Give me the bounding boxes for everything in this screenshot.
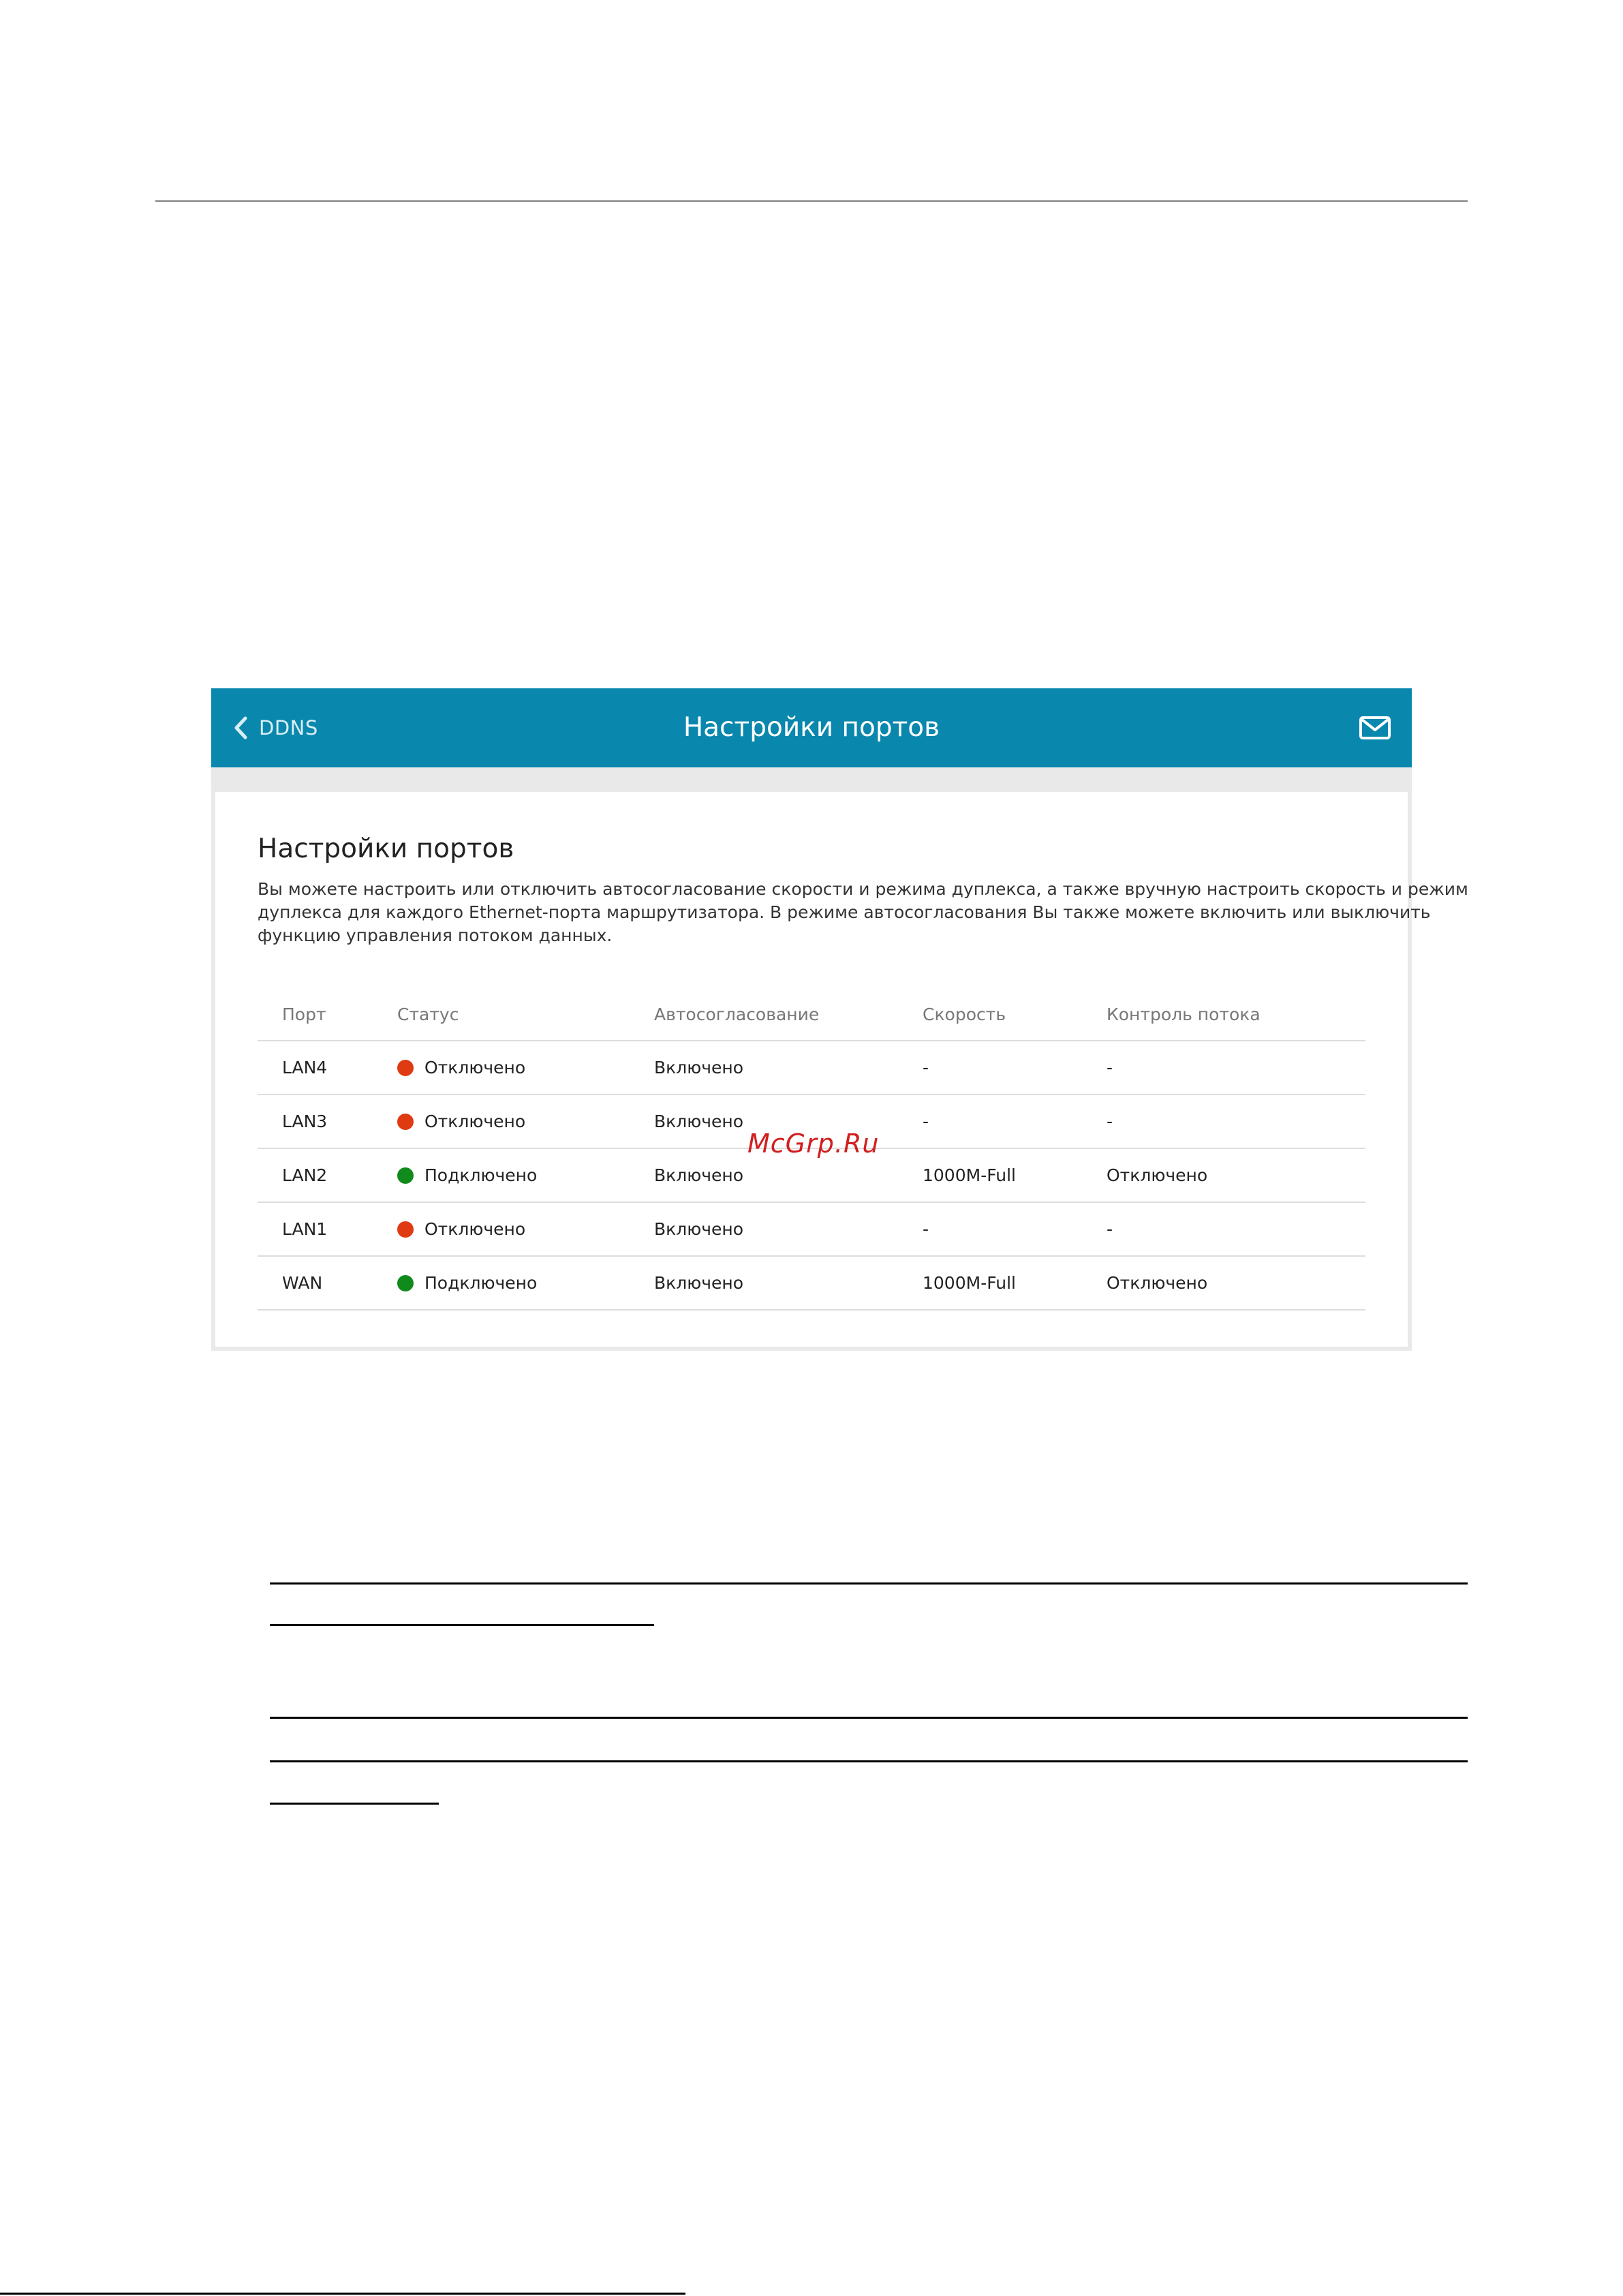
app-header — [211, 688, 1412, 767]
cell-speed: - — [923, 1112, 929, 1131]
table-row[interactable] — [258, 1041, 1365, 1095]
cell-port: WAN — [282, 1273, 323, 1293]
panel-description — [258, 878, 1468, 947]
cell-status — [397, 1273, 537, 1293]
cell-status — [397, 1219, 525, 1239]
cell-autonegotiation: Включено — [654, 1219, 744, 1239]
page-top-rule — [155, 200, 1468, 202]
router-screenshot — [211, 688, 1468, 1351]
cell-status-text: Подключено — [424, 1165, 538, 1185]
header-status: Статус — [397, 1004, 459, 1024]
cell-flow-control: - — [1107, 1219, 1113, 1239]
status-dot-icon — [397, 1167, 414, 1184]
header-flow-control: Контроль потока — [1107, 1004, 1261, 1024]
header-autonegotiation: Автосогласование — [654, 1004, 820, 1024]
cell-status — [397, 1112, 525, 1131]
mail-icon — [1358, 714, 1392, 741]
cell-autonegotiation: Включено — [654, 1058, 744, 1077]
cell-status-text: Отключено — [424, 1058, 526, 1077]
underline-rule — [270, 1582, 1468, 1585]
status-dot-icon — [397, 1275, 414, 1291]
cell-port: LAN3 — [282, 1112, 328, 1131]
cell-speed: 1000M-Full — [923, 1165, 1016, 1185]
table-row[interactable] — [258, 1257, 1365, 1311]
status-dot-icon — [397, 1114, 414, 1130]
port-settings-panel — [215, 792, 1468, 1347]
description-line: дуплекса для каждого Ethernet-порта маршрутизатора. В режиме автосогласования Вы также можете включить или выключить — [258, 902, 1431, 922]
cell-flow-control: Отключено — [1107, 1165, 1208, 1185]
cell-port: LAN1 — [282, 1219, 328, 1239]
header-port: Порт — [282, 1004, 326, 1024]
cell-speed: - — [923, 1058, 929, 1077]
cell-status-text: Подключено — [424, 1273, 538, 1293]
cell-status — [397, 1058, 525, 1077]
table-row[interactable] — [258, 1203, 1365, 1257]
mail-button[interactable] — [1358, 714, 1392, 741]
cell-speed: 1000M-Full — [923, 1273, 1016, 1293]
header-speed: Скорость — [923, 1004, 1006, 1024]
back-button-label: DDNS — [259, 716, 318, 739]
table-header — [258, 988, 1365, 1041]
page-title: Настройки портов — [683, 712, 940, 743]
cell-status — [397, 1165, 537, 1185]
cell-autonegotiation: Включено — [654, 1273, 744, 1293]
cell-autonegotiation: Включено — [654, 1165, 744, 1185]
underline-rule — [270, 1760, 1468, 1762]
panel-title: Настройки портов — [258, 833, 514, 864]
watermark: McGrp.Ru — [747, 1129, 880, 1159]
underline-rule — [270, 1717, 1468, 1719]
description-line: Вы можете настроить или отключить автосогласование скорости и режима дуплекса, а также вручную настроить скорость и режим — [258, 879, 1468, 899]
cell-port: LAN4 — [282, 1058, 328, 1077]
cell-status-text: Отключено — [424, 1219, 526, 1239]
cell-status-text: Отключено — [424, 1112, 526, 1131]
description-line: функцию управления потоком данных. — [258, 925, 613, 945]
status-dot-icon — [397, 1221, 414, 1238]
cell-autonegotiation: Включено — [654, 1112, 744, 1131]
cell-flow-control: - — [1107, 1058, 1113, 1077]
cell-port: LAN2 — [282, 1165, 328, 1185]
cell-flow-control: - — [1107, 1112, 1113, 1131]
cell-flow-control: Отключено — [1107, 1273, 1208, 1293]
underline-rule — [270, 1624, 654, 1626]
cell-speed: - — [923, 1219, 929, 1239]
status-dot-icon — [397, 1060, 414, 1076]
underline-rule — [270, 1803, 439, 1805]
page-bottom-rule — [0, 2293, 685, 2295]
